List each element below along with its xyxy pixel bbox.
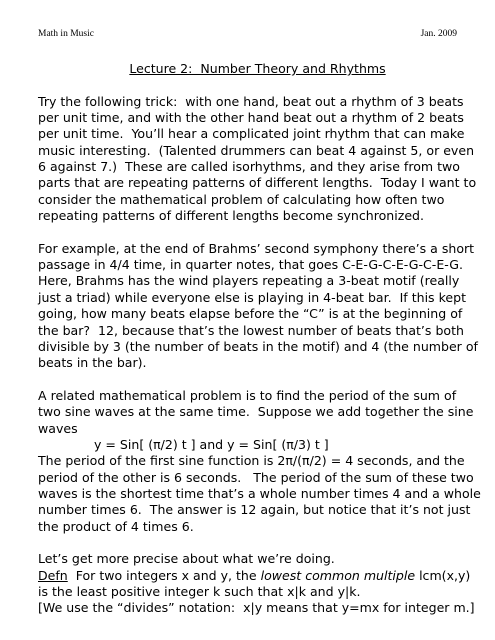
text-line: the product of 4 times 6. — [38, 518, 194, 534]
spacer — [38, 224, 463, 240]
spacer — [38, 372, 463, 388]
text-line: per unit time. You’ll hear a complicated joint rhythm that can make — [38, 126, 465, 142]
text-line: The period of the first sine function is 2π/(π/2) = 4 seconds, and the — [38, 453, 465, 469]
spacer — [38, 77, 463, 93]
paragraph-definition — [38, 551, 475, 616]
text-line: waves is the shortest time that’s a whole number times 4 and a whole — [38, 485, 481, 501]
text-line: waves — [38, 420, 78, 436]
text-line: the bar? 12, because that’s the lowest number of beats that’s both — [38, 322, 464, 338]
spacer — [38, 535, 463, 551]
defn-label: Defn — [38, 567, 68, 583]
sine-formula: y = Sin[ (π/2) t ] and y = Sin[ (π/3) t ] — [94, 436, 329, 452]
text-line: is the least positive integer k such that x|k and y|k. — [38, 584, 361, 599]
text-line: Try the following trick: with one hand, beat out a rhythm of 3 beats — [38, 93, 464, 109]
text-line: per unit time, and with the other hand beat out a rhythm of 2 beats — [38, 110, 464, 126]
text-line: number times 6. The answer is 12 again, but notice that it’s not just — [38, 502, 471, 518]
text-line: passage in 4/4 time, in quarter notes, that goes C-E-G-C-E-G-C-E-G. — [38, 257, 463, 273]
text-line: For example, at the end of Brahms’ second symphony there’s a short — [38, 240, 475, 256]
header-course: Math in Music — [38, 29, 94, 39]
text-line: parts that are repeating patterns of different lengths. Today I want to — [38, 175, 477, 191]
text-line: music interesting. (Talented drummers can beat 4 against 5, or even — [38, 142, 475, 158]
text-line: A related mathematical problem is to find the period of the sum of — [38, 387, 457, 403]
paragraph-isorhythms — [38, 93, 477, 225]
definition-line — [38, 567, 471, 584]
text-line: repeating patterns of different lengths become synchronized. — [38, 208, 424, 224]
document-body — [38, 61, 481, 617]
notation-note: [We use the “divides” notation: x|y means that y=mx for integer m.] — [38, 600, 475, 616]
defn-text: lcm(x,y) — [415, 567, 471, 583]
defn-term: lowest common multiple — [260, 567, 416, 583]
lecture-title: Lecture 2: Number Theory and Rhythms — [129, 61, 386, 76]
paragraph-brahms — [38, 240, 478, 372]
text-line: just a triad) while everyone else is playing in 4-beat bar. If this kept — [38, 289, 467, 305]
text-line: consider the mathematical problem of calculating how often two — [38, 191, 445, 207]
text-line: two sine waves at the same time. Suppose we add together the sine — [38, 404, 474, 420]
text-line: period of the other is 6 seconds. The period of the sum of these two — [38, 469, 474, 485]
text-line: going, how many beats elapse before the “C” is at the beginning of — [38, 306, 463, 322]
paragraph-sine-waves — [38, 387, 481, 535]
text-line: Let’s get more precise about what we’re doing. — [38, 551, 335, 567]
header-date: Jan. 2009 — [420, 29, 457, 39]
text-line: divisible by 3 (the number of beats in the motif) and 4 (the number of — [38, 338, 478, 354]
defn-text: For two integers x and y, the — [67, 567, 261, 583]
text-line: beats in the bar). — [38, 355, 147, 371]
text-line: Here, Brahms has the wind players repeating a 3-beat motif (really — [38, 273, 460, 289]
text-line: 6 against 7.) These are called isorhythms, and they arise from two — [38, 159, 460, 175]
